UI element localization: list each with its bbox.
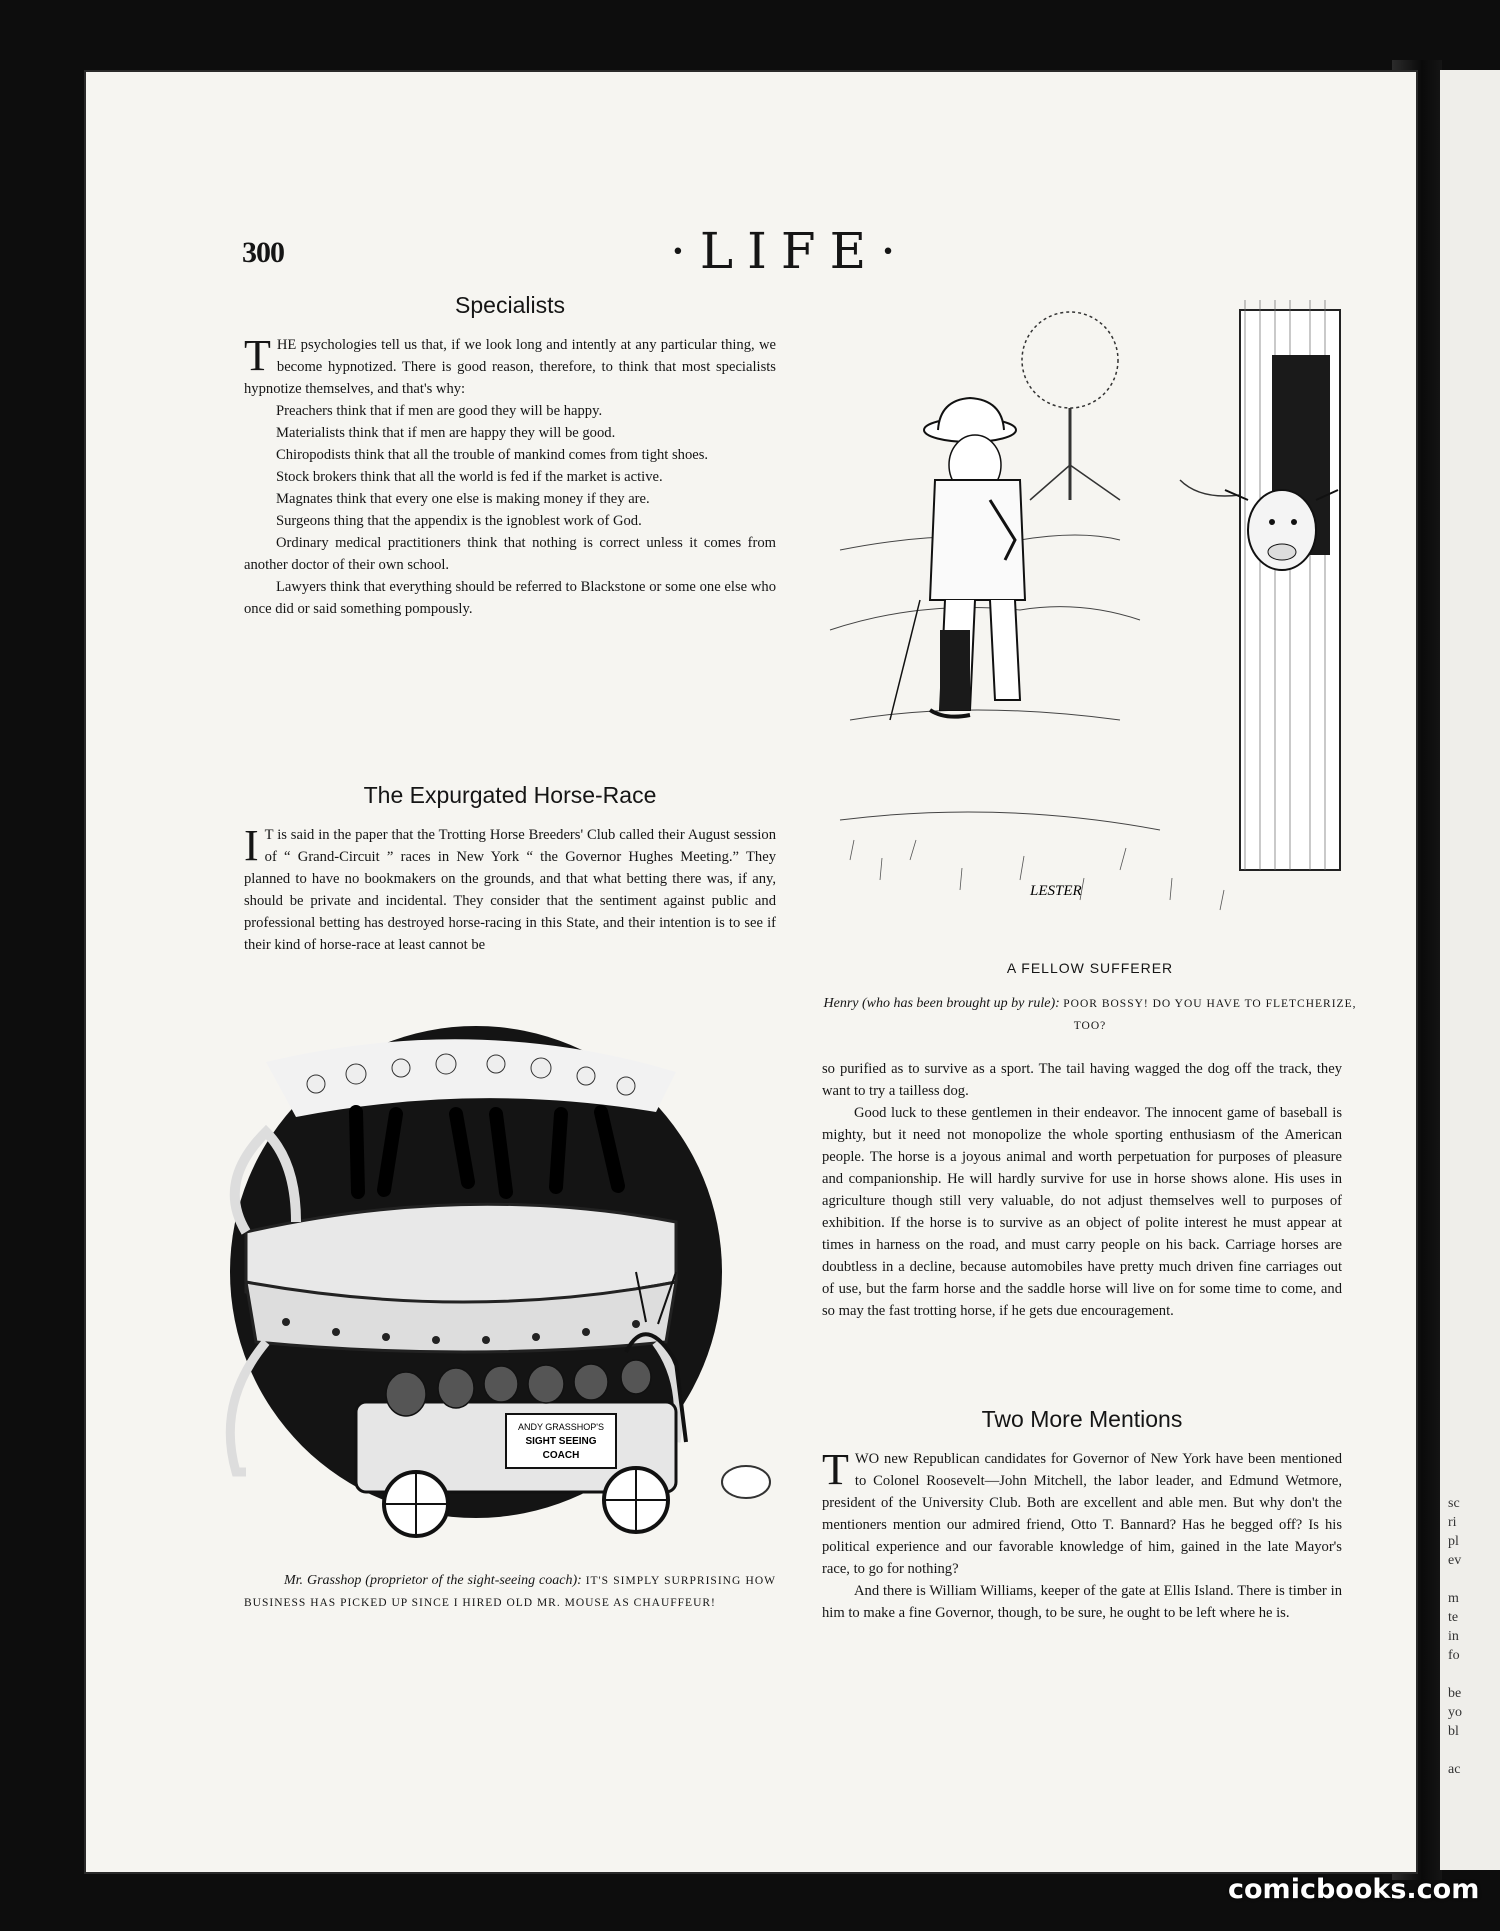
two-mentions-para-0: WO new Republican candidates for Governor of New York have been mentioned to Colonel Roosevelt—John Mitchell, the labor leader, and Edmund Wetmore, president of the University Club. Both are excellent and able men. But why don't the mentioners mention our admired friend, Otto T. Bannard? Has he begged off? Is his political experience and our favorable knowledge of him, gained in the late Mayor's race, to go for nothing?	[822, 1451, 1342, 1577]
fellow-sufferer-caption	[820, 993, 1360, 1037]
specialists-para-1: Preachers think that if men are good they will be happy.	[276, 403, 603, 419]
horse-race-title: The Expurgated Horse-Race	[363, 782, 657, 808]
two-mentions-para-1: And there is William Williams, keeper of the gate at Ellis Island. There is timber in him to make a fine Governor, though, to be sure, he ought to be left where he is.	[822, 1583, 1342, 1621]
specialists-para-6: Surgeons thing that the appendix is the ignoblest work of God.	[276, 513, 642, 529]
horse-race-dropcap: I	[244, 821, 259, 870]
specialists-dropcap: T	[244, 331, 271, 380]
coach-sign-line2: SIGHT SEEING	[525, 1436, 597, 1447]
coach-sign-line3: COACH	[542, 1450, 580, 1461]
two-mentions-body	[822, 1445, 1342, 1624]
site-watermark: comicbooks.com	[1228, 1874, 1480, 1905]
specialists-para-7: Ordinary medical practitioners think that nothing is correct unless it comes from another doctor of their own school.	[244, 535, 776, 573]
two-mentions-title: Two More Mentions	[981, 1406, 1183, 1432]
horse-race-text-part1: T is said in the paper that the Trotting Horse Breeders' Club called their August session of “ Grand-Circuit ” races in New York “ the Governor Hughes Meeting.” They planned to have no bookmakers on the grounds, and that what betting there was, if any, should be private and incidental. They consider that the sentiment against public and professional betting has destroyed horse-racing in this State, and their intention is to see if their kind of horse-race at least cannot be	[244, 827, 776, 953]
specialists-para-0: HE psychologies tell us that, if we look long and intently at any particular thing, we become hypnotized. There is good reason, therefore, to think that most specialists hypnotize themselves, and that's why:	[244, 337, 776, 397]
fellow-sufferer-cartoon	[820, 300, 1360, 940]
specialists-para-2: Materialists think that if men are happy they will be good.	[276, 425, 616, 441]
grasshopper-cartoon	[206, 1022, 786, 1552]
grasshopper-caption	[244, 1570, 776, 1614]
specialists-title: Specialists	[455, 292, 565, 318]
next-page-edge	[1440, 70, 1500, 1870]
next-page-fragments: sc ri pl ev m te in fo be yo bl ac	[1448, 1496, 1462, 1777]
page-number: 300	[242, 236, 284, 269]
specialists-para-8: Lawyers think that everything should be referred to Blackstone or some one else who once did or said something pompously.	[244, 579, 776, 617]
specialists-para-4: Stock brokers think that all the world is fed if the market is active.	[276, 469, 663, 485]
horse-race-continued-para-0: so purified as to survive as a sport. The tail having wagged the dog off the track, they want to try a tailless dog.	[822, 1061, 1342, 1099]
horse-race-continued-para-1: Good luck to these gentlemen in their endeavor. The innocent game of baseball is mighty, but it need not monopolize the whole sporting enthusiasm of the American people. The horse is a joyous animal and worth perpetuation for purposes of pleasure and companionship. He will hardly survive for use in horse shows alone. His uses in agriculture though still very valuable, do not adjust themselves well to purposes of exhibition. If the horse is to survive as an object of polite interest he must appear at times in harness on the road, and must carry people on his back. Carriage horses are doubtless in a decline, because automobiles have pretty much driven fine carriages out of use, but the farm horse and the saddle horse will live on for some time to come, and so may the fast trotting horse, if he gets due encouragement.	[822, 1105, 1342, 1319]
specialists-para-3: Chiropodists think that all the trouble of mankind comes from tight shoes.	[276, 447, 709, 463]
fellow-sufferer-speaker: Henry (who has been brought up by rule):	[823, 996, 1060, 1011]
specialists-para-5: Magnates think that every one else is making money if they are.	[276, 491, 650, 507]
two-mentions-dropcap: T	[822, 1445, 849, 1494]
horse-race-body-part1	[244, 821, 776, 956]
grasshopper-speech: IT'S SIMPLY SURPRISING HOW BUSINESS HAS PICKED UP SINCE I HIRED OLD MR. MOUSE AS CHAUFFEUR!	[244, 1575, 776, 1609]
coach-sign-line1: ANDY GRASSHOP'S	[517, 1422, 605, 1432]
horse-race-body-part2	[822, 1058, 1342, 1322]
fellow-sufferer-heading: A FELLOW SUFFERER	[1006, 960, 1174, 976]
masthead: ·LIFE·	[670, 222, 910, 280]
specialists-body	[244, 331, 776, 620]
artist-signature: LESTER	[1030, 883, 1082, 899]
grasshopper-speaker: Mr. Grasshop (proprietor of the sight-seeing coach):	[284, 1573, 582, 1588]
fellow-sufferer-speech: POOR BOSSY! DO YOU HAVE TO FLETCHERIZE, TOO?	[1063, 998, 1357, 1032]
